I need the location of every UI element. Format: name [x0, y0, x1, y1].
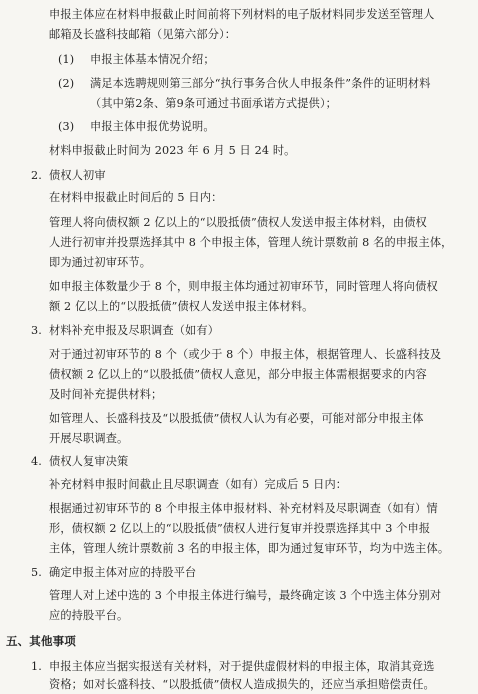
paragraph-line: 人进行初审并投票选择其中 8 个申报主体，管理人统计票数前 8 名的申报主体，: [49, 236, 453, 249]
intro-line-1: 申报主体应在材料申报截止时间前将下列材料的电子版材料同步发送至管理人: [49, 8, 435, 21]
step-number: 3.: [31, 324, 42, 337]
step-number: 2.: [31, 169, 42, 182]
step-number: 5.: [31, 566, 42, 579]
item-number: 1.: [31, 660, 42, 673]
paragraph-line: 管理人对上述中选的 3 个申报主体进行编号，最终确定该 3 个中选主体分别对: [49, 589, 442, 602]
paragraph-line: 形，债权额 2 亿以上的“以股抵债”债权人进行复审并投票选择其中 3 个申报: [49, 522, 431, 535]
material-item-text: （其中第2条、第9条可通过书面承诺方式提供）；: [90, 97, 338, 110]
step-number: 4.: [31, 455, 42, 468]
paragraph-line: 额 2 亿以上的“以股抵债”债权人发送申报主体材料。: [49, 300, 314, 313]
material-item-text: 申报主体申报优势说明。: [90, 120, 215, 133]
step-title: 债权人初审: [49, 169, 106, 182]
paragraph-line: 应的持股平台。: [49, 609, 129, 622]
paragraph-line: 补充材料申报时间截止且尽职调查（如有）完成后 5 日内：: [49, 478, 348, 491]
material-item-number: (1): [58, 53, 75, 66]
step-title: 材料补充申报及尽职调查（如有）: [49, 324, 220, 337]
paragraph-line: 根据通过初审环节的 8 个申报主体申报材料、补充材料及尽职调查（如有）情: [49, 502, 438, 515]
paragraph-line: 开展尽职调查。: [49, 432, 129, 445]
paragraph-line: 债权额 2 亿以上的“以股抵债”债权人意见，部分申报主体需根据要求的内容: [49, 368, 427, 381]
paragraph-line: 对于通过初审环节的 8 个（或少于 8 个）申报主体，根据管理人、长盛科技及: [49, 348, 442, 361]
paragraph-line: 及时间补充提供材料；: [49, 388, 163, 401]
paragraph-line: 申报主体应当据实报送有关材料，对于提供虚假材料的申报主体，取消其竞选: [49, 660, 435, 673]
material-item-text: 满足本选聘规则第三部分“执行事务合伙人申报条件”条件的证明材料: [90, 77, 431, 90]
paragraph-line: 即为通过初审环节。: [49, 256, 152, 269]
paragraph-line: 如管理人、长盛科技及“以股抵债”债权人认为有必要，可能对部分申报主体: [49, 412, 424, 425]
material-item-text: 申报主体基本情况介绍；: [90, 53, 215, 66]
paragraph-line: 主体，管理人统计票数前 3 名的申报主体，即为通过复审环节，均为中选主体。: [49, 542, 450, 555]
step-title: 确定申报主体对应的持股平台: [49, 566, 197, 579]
step-title: 债权人复审决策: [49, 455, 129, 468]
paragraph-line: 如申报主体数量少于 8 个，则申报主体均通过初审环节，同时管理人将向债权: [49, 280, 438, 293]
paragraph-line: 管理人将向债权额 2 亿以上的“以股抵债”债权人发送申报主体材料，由债权: [49, 216, 427, 229]
section-heading: 五、其他事项: [6, 634, 76, 648]
deadline-text: 材料申报截止时间为 2023 年 6 月 5 日 24 时。: [49, 144, 296, 157]
intro-line-2: 邮箱及长盛科技邮箱（见第六部分）：: [49, 28, 237, 41]
paragraph-line: 资格；如对长盛科技、“以股抵债”债权人造成损失的，还应当承担赔偿责任。: [49, 678, 435, 691]
material-item-number: (2): [58, 77, 75, 90]
paragraph-line: 在材料申报截止时间后的 5 日内：: [49, 191, 223, 204]
material-item-number: (3): [58, 120, 75, 133]
